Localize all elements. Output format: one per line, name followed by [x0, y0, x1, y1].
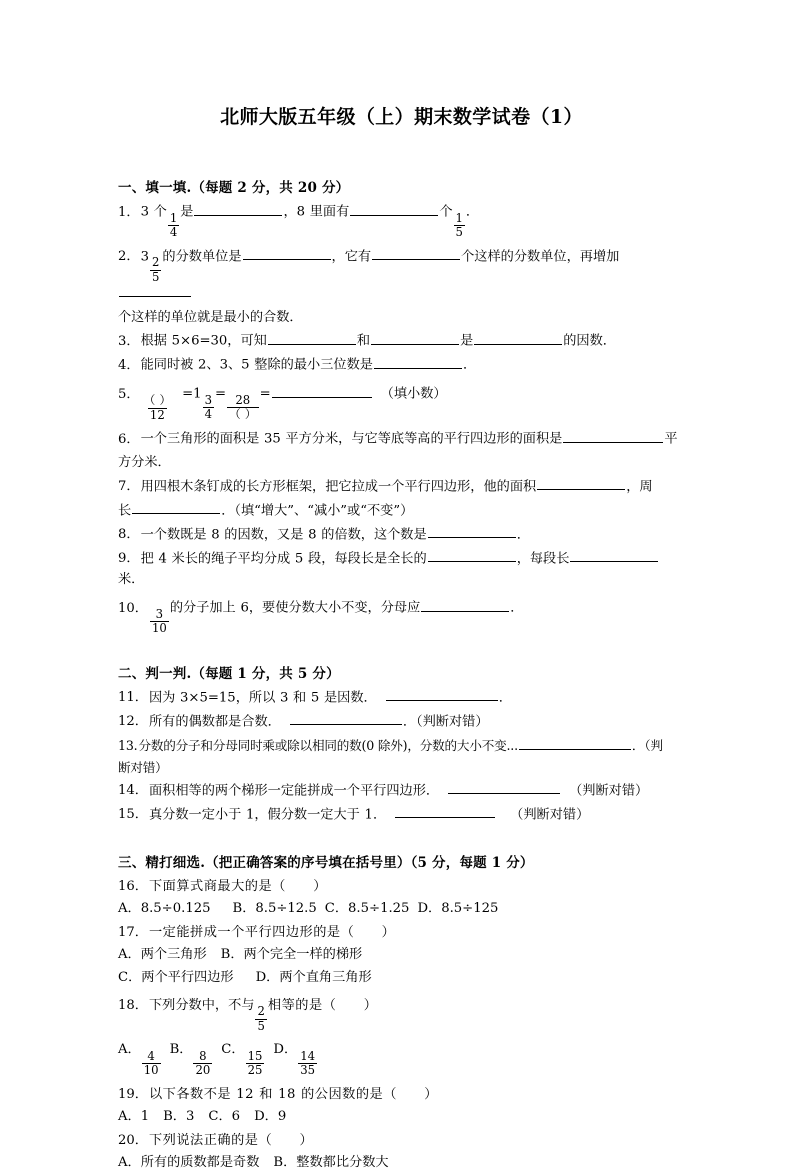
- answer-blank[interactable]: [563, 429, 663, 443]
- answer-blank[interactable]: [119, 284, 191, 298]
- section-heading-multiple-choice: 三、精打细选.（把正确答案的序号填在括号里）（5 分，每题 1 分）: [118, 854, 534, 871]
- question-4: [118, 352, 685, 376]
- question-number: 8．: [118, 527, 140, 543]
- answer-blank[interactable]: [448, 781, 560, 795]
- question-text: 下列分数中，不与: [148, 998, 255, 1014]
- question-text: 米．: [118, 571, 145, 587]
- option-b[interactable]: B．8.5÷12.5: [232, 901, 317, 917]
- option-c[interactable]: C．6: [208, 1109, 241, 1125]
- option-c[interactable]: C．8.5÷1.25: [324, 901, 410, 917]
- fraction-four-tenths[interactable]: $\frac{4}{10}$: [143, 1048, 159, 1078]
- question-text: 所有的偶数都是合数．: [148, 714, 281, 730]
- question-text: 一定能拼成一个平行四边形的是（ ）: [148, 924, 396, 940]
- question-11: [118, 682, 685, 709]
- fraction-fourteen-thirtyfifths[interactable]: $\frac{14}{35}$: [300, 1048, 316, 1078]
- question-text: 以下各数不是 12 和 18 的公因数的是（ ）: [148, 1086, 438, 1102]
- question-number: 4．: [118, 357, 140, 373]
- question-text: ．: [516, 527, 530, 543]
- question-text: 的分数单位是: [162, 249, 242, 265]
- fraction-twentyeight-over-blank: $\frac{28}{( )}$: [229, 392, 257, 422]
- question-text: ．（填“增大”、“减小”或“不变”）: [221, 503, 414, 519]
- question-text: 相等的是（ ）: [267, 998, 378, 1014]
- fraction-two-fifths: $\frac{2}{5}$: [257, 1004, 265, 1033]
- option-a[interactable]: A．两个三角形: [118, 947, 207, 963]
- question-number: 9．: [118, 551, 140, 567]
- option-d-label: D．: [273, 1042, 298, 1058]
- answer-blank[interactable]: [268, 331, 356, 345]
- answer-blank[interactable]: [194, 202, 282, 216]
- equals-sign: =: [214, 386, 227, 402]
- question-text: 根据 5×6=30，可知: [140, 333, 267, 349]
- answer-blank[interactable]: [272, 384, 372, 398]
- option-d[interactable]: D．9: [254, 1109, 287, 1125]
- option-b-label: B．: [169, 1042, 193, 1058]
- answer-blank[interactable]: [474, 331, 562, 345]
- option-c[interactable]: C．两个平行四边形: [118, 969, 234, 985]
- answer-blank[interactable]: [290, 712, 402, 726]
- question-text: 把 4 米长的绳子平均分成 5 段，每段长是全长的: [140, 551, 427, 567]
- option-b[interactable]: B．整数都比分数大: [273, 1155, 389, 1171]
- question-number: 5．: [118, 386, 140, 402]
- question-15: [118, 802, 685, 826]
- question-text: 一个数既是 8 的因数，又是 8 的倍数，这个数是: [140, 527, 427, 543]
- question-text: 的因数．: [563, 333, 616, 349]
- question-text: ．（判: [631, 737, 663, 753]
- question-text: （判断对错）: [569, 783, 649, 799]
- question-text: ．: [498, 690, 512, 706]
- question-text: ，它有: [331, 249, 372, 265]
- option-d[interactable]: D．8.5÷125: [417, 901, 499, 917]
- question-8: [118, 522, 685, 546]
- question-text: ．: [465, 204, 480, 220]
- question-13-continued: 断对错）: [118, 760, 168, 776]
- answer-blank[interactable]: [428, 525, 516, 539]
- equals-sign: =: [259, 386, 271, 402]
- question-number: 18．: [118, 998, 148, 1014]
- question-number: 2．: [118, 249, 140, 265]
- answer-blank[interactable]: [395, 805, 495, 819]
- question-number: 10．: [118, 600, 148, 616]
- page-title: 北师大版五年级（上）期末数学试卷（1）: [220, 106, 583, 128]
- exam-paper: [118, 0, 685, 1174]
- question-number: 1．: [118, 204, 140, 220]
- question-number: 17．: [118, 924, 148, 940]
- question-number: 3．: [118, 333, 140, 349]
- question-text: 分数的分子和分母同时乘或除以相同的数(0 除外)，分数的大小不变...: [138, 737, 518, 753]
- answer-blank[interactable]: [374, 355, 462, 369]
- question-text: ，8 里面有: [283, 204, 350, 220]
- answer-blank[interactable]: [350, 202, 438, 216]
- question-2: [118, 239, 685, 305]
- question-number: 6．: [118, 431, 140, 447]
- question-number: 15．: [118, 807, 148, 823]
- question-19-options: [118, 1105, 685, 1127]
- question-18: [118, 988, 685, 1032]
- question-text: ，每段长: [516, 551, 570, 567]
- question-16: [118, 871, 685, 897]
- question-18-options: [118, 1032, 685, 1076]
- answer-blank[interactable]: [428, 549, 516, 563]
- question-number: 20．: [118, 1132, 148, 1148]
- question-13: [118, 733, 685, 756]
- question-text: 用四根木条钉成的长方形框架，把它拉成一个平行四边形，他的面积: [140, 479, 537, 495]
- question-19: [118, 1077, 685, 1105]
- question-text: 平: [664, 431, 678, 447]
- question-7: [118, 474, 685, 498]
- option-b[interactable]: B．3: [163, 1109, 195, 1125]
- question-number: 12．: [118, 714, 148, 730]
- question-text: ．（判断对错）: [402, 714, 489, 730]
- question-text: 长: [118, 503, 132, 519]
- question-17: [118, 920, 685, 943]
- question-text: 是: [460, 333, 474, 349]
- fraction-blank-over-twelve: $\frac{( )}{12}$: [143, 392, 172, 422]
- question-text: 和: [356, 333, 371, 349]
- question-10: [118, 590, 685, 635]
- question-number: 14．: [118, 783, 148, 799]
- option-a[interactable]: A．所有的质数都是奇数: [118, 1155, 260, 1171]
- question-17-options-row2: [118, 966, 685, 988]
- question-6-continued: 方分米．: [118, 455, 171, 471]
- question-text: 的分子加上 6，要使分数大小不变，分母应: [169, 600, 421, 616]
- question-16-options: [118, 897, 685, 919]
- fraction-one-fifth: $\frac{1}{5}$: [455, 210, 463, 240]
- question-text: 能同时被 2、3、5 整除的最小三位数是: [140, 357, 373, 373]
- question-text: 个这样的分数单位，再增加: [461, 249, 620, 265]
- answer-blank[interactable]: [132, 501, 220, 515]
- answer-blank[interactable]: [243, 247, 331, 261]
- question-text: 个: [439, 204, 453, 220]
- question-6: [118, 421, 685, 450]
- equals-one: =1: [182, 386, 202, 402]
- question-text: 面积相等的两个梯形一定能拼成一个平行四边形．: [148, 783, 440, 799]
- fraction-two-fifths: $\frac{2}{5}$: [151, 255, 160, 285]
- question-7-continued: [118, 498, 685, 522]
- question-text: 是: [180, 204, 194, 220]
- option-b[interactable]: B．两个完全一样的梯形: [220, 947, 363, 963]
- question-1: [118, 196, 685, 239]
- fraction-three-quarters: $\frac{3}{4}$: [204, 392, 212, 422]
- question-text: 真分数一定小于 1，假分数一定大于 1．: [148, 807, 387, 823]
- question-number: 16．: [118, 878, 148, 894]
- question-text: 一个三角形的面积是 35 平方分米，与它等底等高的平行四边形的面积是: [140, 431, 563, 447]
- fraction-fifteen-twentyfifths[interactable]: $\frac{15}{25}$: [247, 1048, 263, 1078]
- question-9: [118, 546, 685, 590]
- question-text: 下面算式商最大的是（ ）: [148, 878, 327, 894]
- question-3: [118, 328, 685, 352]
- question-hint: （填小数）: [380, 386, 447, 402]
- question-text: 下列说法正确的是（ ）: [148, 1132, 314, 1148]
- section-heading-true-false: 二、判一判.（每题 1 分，共 5 分）: [118, 665, 340, 682]
- fraction-eight-twentieths[interactable]: $\frac{8}{20}$: [195, 1048, 211, 1078]
- question-number: 7．: [118, 479, 140, 495]
- question-2-continued: 个这样的单位就是最小的合数．: [118, 309, 303, 325]
- option-a[interactable]: A．8.5÷0.125: [118, 901, 211, 917]
- answer-blank[interactable]: [372, 247, 460, 261]
- option-d[interactable]: D．两个直角三角形: [255, 969, 372, 985]
- question-text: 3: [140, 249, 149, 265]
- answer-blank[interactable]: [371, 331, 459, 345]
- answer-blank[interactable]: [537, 477, 625, 491]
- question-20-options: [118, 1151, 685, 1173]
- option-a[interactable]: A．1: [118, 1109, 150, 1125]
- question-number: 11．: [118, 690, 148, 706]
- section-heading-fill-in: 一、填一填.（每题 2 分，共 20 分）: [118, 180, 350, 196]
- question-5: [118, 376, 685, 421]
- answer-blank[interactable]: [519, 737, 631, 750]
- answer-blank[interactable]: [570, 549, 658, 563]
- question-14: [118, 778, 685, 802]
- option-a-label: A．: [118, 1042, 141, 1058]
- question-text: （判断对错）: [510, 807, 590, 823]
- question-12: [118, 709, 685, 733]
- question-17-options-row1: [118, 943, 685, 965]
- question-number: 19．: [118, 1086, 148, 1102]
- question-text: ．: [462, 357, 477, 373]
- answer-blank[interactable]: [421, 598, 509, 612]
- question-text: 因为 3×5=15，所以 3 和 5 是因数．: [148, 690, 377, 706]
- question-number: 13.: [118, 737, 138, 753]
- fraction-three-tenths: $\frac{3}{10}$: [151, 606, 167, 636]
- fraction-one-quarter: $\frac{1}{4}$: [169, 210, 178, 240]
- answer-blank[interactable]: [386, 688, 498, 702]
- question-text: ．: [510, 600, 524, 616]
- question-text: ，周: [626, 479, 653, 495]
- question-text: 3 个: [140, 204, 167, 220]
- option-c-label: C．: [221, 1042, 245, 1058]
- question-20: [118, 1128, 685, 1151]
